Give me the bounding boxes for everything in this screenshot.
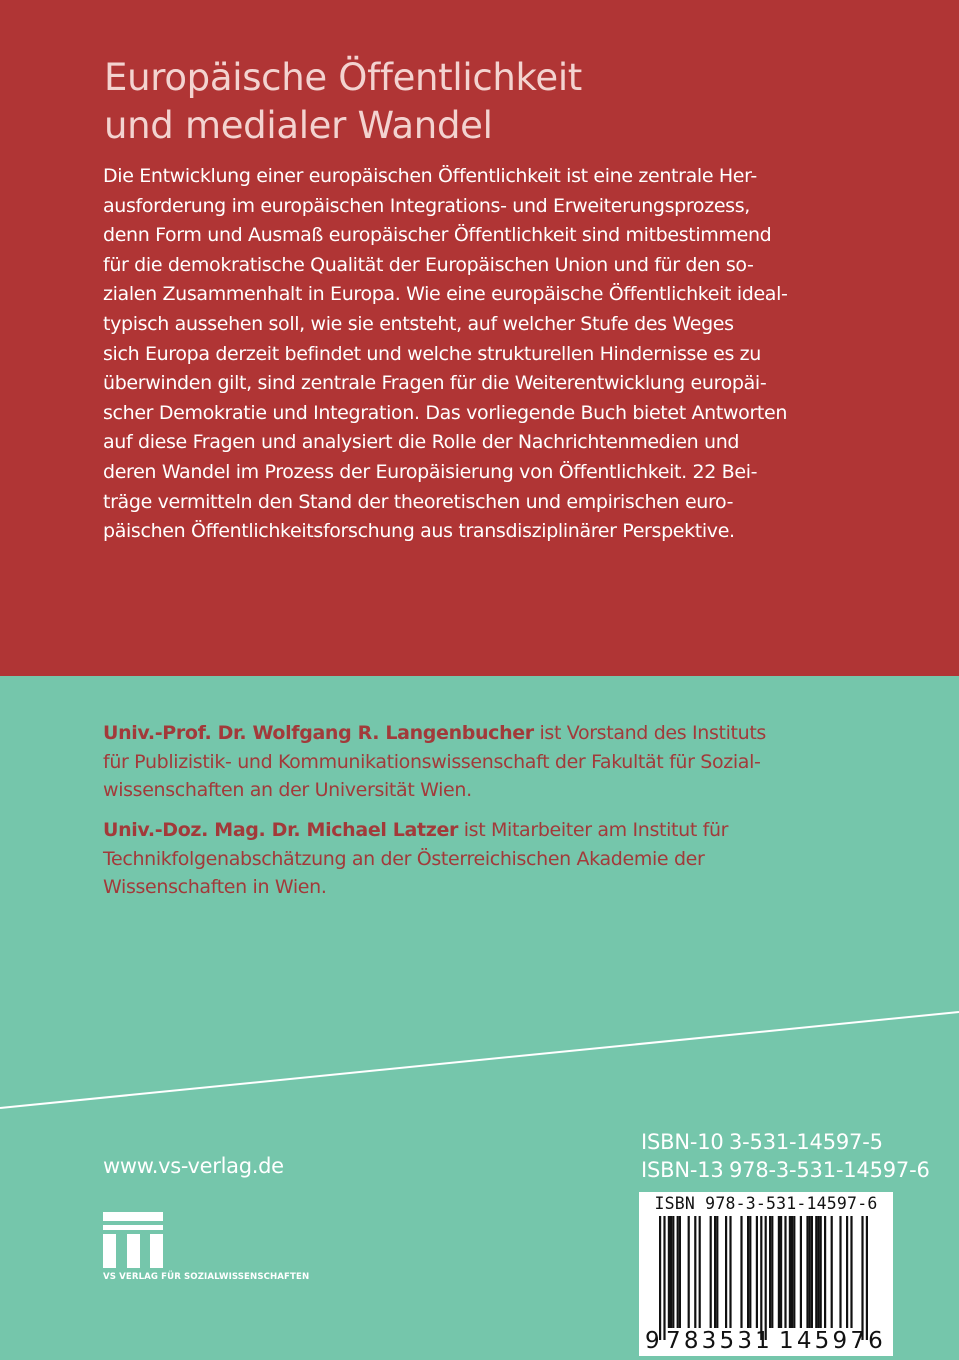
- isbn10-value: 3-531-14597-5: [729, 1130, 883, 1154]
- barcode-bar: [756, 1216, 758, 1328]
- barcode-bar: [839, 1216, 841, 1328]
- barcode-bar: [672, 1216, 674, 1328]
- blurb-line: zialen Zusammenhalt in Europa. Wie eine europäische Öffentlichkeit ideal-: [103, 283, 788, 306]
- blurb-line: Die Entwicklung einer europäischen Öffentlichkeit ist eine zentrale Her-: [103, 165, 757, 187]
- barcode-bar: [688, 1216, 690, 1328]
- blurb-line: päischen Öffentlichkeitsforschung aus transdisziplinärer Perspektive.: [103, 520, 735, 543]
- blurb-line: träge vermitteln den Stand der theoretischen und empirischen euro-: [103, 490, 734, 513]
- barcode-bar: [778, 1216, 780, 1328]
- barcode-left-group: 783531: [666, 1328, 773, 1354]
- barcode-guard-bar: [866, 1216, 868, 1340]
- barcode-first-digit: 9: [645, 1328, 660, 1354]
- barcode-bar: [806, 1216, 808, 1328]
- barcode-bar: [668, 1216, 670, 1328]
- blurb-line: ausforderung im europäischen Integrations- und Erweiterungsprozess,: [103, 194, 750, 217]
- barcode-guard-bar: [765, 1216, 767, 1340]
- blurb-line: scher Demokratie und Integration. Das vorliegende Buch bietet Antworten: [103, 401, 788, 424]
- barcode-bar: [846, 1216, 848, 1328]
- isbn10-label: ISBN-10: [641, 1130, 724, 1154]
- barcode: [639, 1192, 893, 1356]
- barcode-bar: [769, 1216, 771, 1328]
- barcode-bar: [699, 1216, 701, 1328]
- barcode-bar: [824, 1216, 826, 1328]
- author-bio-text: Technikfolgenabschätzung an der Österreichischen Akademie der: [103, 847, 705, 870]
- barcode-bar: [677, 1216, 679, 1328]
- blurb-line: für die demokratische Qualität der Europäischen Union und für den so-: [103, 253, 754, 276]
- barcode-bar: [831, 1216, 833, 1328]
- barcode-bar: [800, 1216, 802, 1328]
- barcode-bar: [791, 1216, 793, 1328]
- barcode-bar: [740, 1216, 742, 1328]
- barcode-bar: [694, 1216, 696, 1328]
- title-line-1: Europäische Öffentlichkeit: [104, 56, 583, 99]
- author-bio-text: ist Vorstand des Instituts: [533, 722, 766, 744]
- barcode-bar: [714, 1216, 716, 1328]
- isbn13-label: ISBN-13: [641, 1158, 724, 1182]
- barcode-bar: [789, 1216, 791, 1328]
- author-name: Univ.-Prof. Dr. Wolfgang R. Langenbucher: [103, 722, 534, 744]
- barcode-bar: [850, 1216, 852, 1328]
- barcode-bar: [780, 1216, 782, 1328]
- publisher-url[interactable]: www.vs-verlag.de: [103, 1154, 284, 1178]
- barcode-right-group: 145976: [779, 1328, 886, 1354]
- author-bio-text: wissenschaften an der Universität Wien.: [103, 779, 472, 802]
- blurb-line: deren Wandel im Prozess der Europäisierung von Öffentlichkeit. 22 Bei-: [103, 460, 758, 483]
- barcode-bar: [793, 1216, 795, 1328]
- barcode-bar: [679, 1216, 681, 1328]
- barcode-bar: [784, 1216, 786, 1328]
- barcode-guard-bar: [663, 1216, 665, 1340]
- barcode-bar: [820, 1216, 822, 1328]
- barcode-bar: [729, 1216, 731, 1328]
- barcode-bar: [747, 1216, 749, 1328]
- author-name: Univ.-Doz. Mag. Dr. Michael Latzer: [103, 819, 459, 841]
- barcode-bar: [670, 1216, 672, 1328]
- barcode-guard-bar: [760, 1216, 762, 1340]
- barcode-bar: [809, 1216, 811, 1328]
- barcode-header: ISBN 978-3-531-14597-6: [654, 1194, 878, 1213]
- author-bio-text: Wissenschaften in Wien.: [103, 876, 327, 899]
- barcode-bar: [771, 1216, 773, 1328]
- vs-verlag-logo-icon: [103, 1212, 165, 1270]
- author-bio-text: für Publizistik- und Kommunikationswissenschaft der Fakultät für Sozial-: [103, 750, 761, 773]
- publisher-logo-text: VS VERLAG FÜR SOZIALWISSENSCHAFTEN: [103, 1272, 310, 1282]
- barcode-bar: [811, 1216, 813, 1328]
- barcode-bar: [817, 1216, 819, 1328]
- barcode-bar: [716, 1216, 718, 1328]
- barcode-bar: [725, 1216, 727, 1328]
- title-line-2: und medialer Wandel: [104, 104, 493, 147]
- blurb-line: überwinden gilt, sind zentrale Fragen für die Weiterentwicklung europäi-: [103, 372, 767, 395]
- barcode-guard-bar: [659, 1216, 661, 1340]
- isbn13-value: 978-3-531-14597-6: [729, 1158, 930, 1182]
- barcode-guard-bar: [861, 1216, 863, 1340]
- blurb-line: auf diese Fragen und analysiert die Rolle der Nachrichtenmedien und: [103, 431, 740, 454]
- barcode-bar: [710, 1216, 712, 1328]
- author-bio-text: ist Mitarbeiter am Institut für: [458, 819, 729, 841]
- blurb-line: denn Form und Ausmaß europäischer Öffentlichkeit sind mitbestimmend: [103, 224, 772, 247]
- barcode-bar: [749, 1216, 751, 1328]
- isbn-block: [641, 1128, 930, 1184]
- blurb-line: sich Europa derzeit befindet und welche strukturellen Hindernisse es zu: [103, 342, 762, 365]
- barcode-bar: [815, 1216, 817, 1328]
- blurb-line: typisch aussehen soll, wie sie entsteht, auf welcher Stufe des Weges: [103, 312, 734, 335]
